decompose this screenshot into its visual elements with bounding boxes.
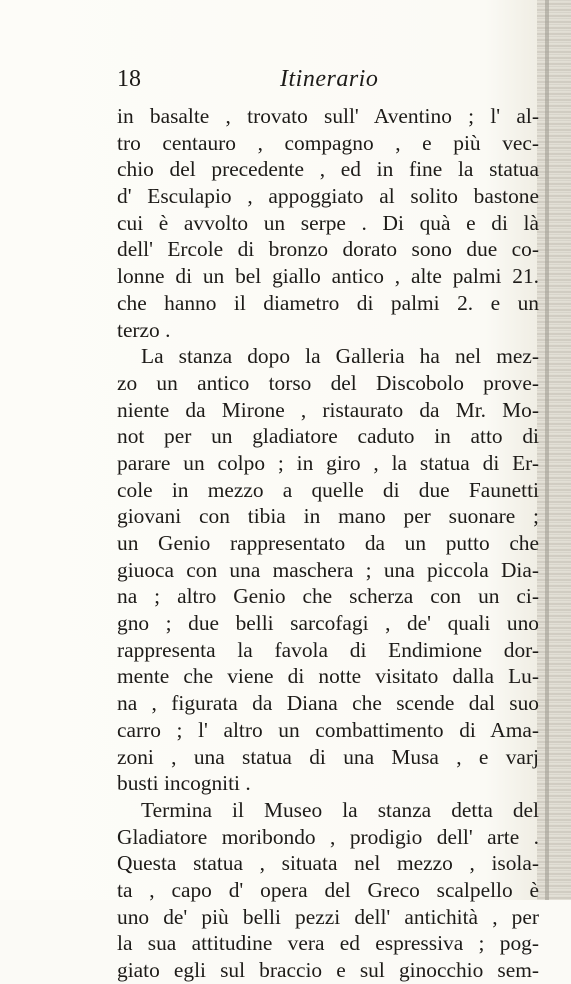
page-number: 18 xyxy=(117,66,141,92)
binding-edge xyxy=(545,0,549,900)
text-line: che hanno il diametro di palmi 2. e un xyxy=(117,290,539,315)
paragraph xyxy=(117,343,539,797)
text-line: parare un colpo ; in giro , la statua di Er- xyxy=(117,450,539,475)
text-line: Gladiatore moribondo , prodigio dell' arte . xyxy=(117,824,539,849)
text-line: not per un gladiatore caduto in atto di xyxy=(117,424,539,449)
text-line: carro ; l' altro un combattimento di Ama- xyxy=(117,717,539,742)
text-line: cui è avvolto un serpe . Di quà e di là xyxy=(117,210,539,235)
text-line: un Genio rappresentato da un putto che xyxy=(117,531,539,555)
running-title: Itinerario xyxy=(280,66,379,92)
text-line: cole in mezzo a quelle di due Faunetti xyxy=(117,477,539,502)
text-line: busti incogniti . xyxy=(117,771,251,796)
paragraph xyxy=(117,103,539,343)
text-line: in basalte , trovato sull' Aventino ; l' al- xyxy=(117,104,539,128)
text-line: ta , capo d' opera del Greco scalpello è xyxy=(117,877,539,902)
text-line: Termina il Museo la stanza detta del xyxy=(141,797,539,822)
paragraph xyxy=(117,797,539,984)
text-line: rappresenta la favola di Endimione dor- xyxy=(117,637,539,662)
text-line: gno ; due belli sarcofagi , de' quali uno xyxy=(117,611,539,636)
page-gutter-shadow xyxy=(537,0,571,900)
text-line: na , figurata da Diana che scende dal suo xyxy=(117,691,539,716)
text-line: uno de' più belli pezzi dell' antichità , per xyxy=(117,904,539,929)
text-line: mente che viene di notte visitato dalla Lu- xyxy=(117,664,539,689)
body-text xyxy=(117,103,539,984)
text-line: lonne di un bel giallo antico , alte palmi 21. xyxy=(117,264,539,289)
text-line: giuoca con una maschera ; una piccola Dia- xyxy=(117,557,539,582)
text-line: chio del precedente , ed in fine la statua xyxy=(117,157,539,182)
page-header xyxy=(117,64,537,100)
text-line: giovani con tibia in mano per suonare ; xyxy=(117,504,539,529)
text-line: tro centauro , compagno , e più vec- xyxy=(117,130,539,155)
text-line: d' Esculapio , appoggiato al solito bastone xyxy=(117,184,539,209)
text-line: niente da Mirone , ristaurato da Mr. Mo- xyxy=(117,397,539,422)
text-line: na ; altro Genio che scherza con un ci- xyxy=(117,584,539,609)
text-line: Questa statua , situata nel mezzo , isola- xyxy=(117,851,539,876)
text-line: dell' Ercole di bronzo dorato sono due co- xyxy=(117,237,539,262)
text-line: la sua attitudine vera ed espressiva ; pog- xyxy=(117,931,539,956)
text-line: La stanza dopo la Galleria ha nel mez- xyxy=(141,344,539,369)
text-line: giato egli sul braccio e sul ginocchio sem- xyxy=(117,958,539,982)
text-line: zo un antico torso del Discobolo prove- xyxy=(117,370,539,395)
text-line: zoni , una statua di una Musa , e varj xyxy=(117,744,539,769)
text-line: terzo . xyxy=(117,317,171,342)
